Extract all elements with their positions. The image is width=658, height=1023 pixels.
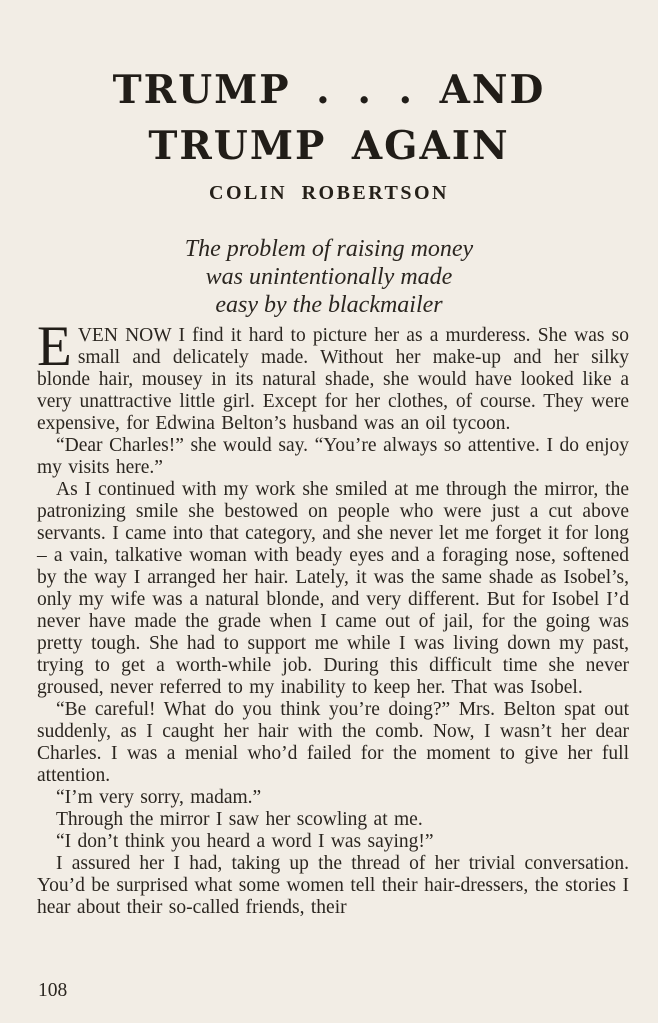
- paragraph-4: “Be careful! What do you think you’re doing?” Mrs. Belton spat out suddenly, as I caught her hair with the comb. Now, I wasn’t her dear Charles. I was a menial who’d failed for the moment to give her full attention.: [37, 699, 629, 786]
- paragraph-8: I assured her I had, taking up the thread of her trivial conversation. You’d be surprised what some women tell their hair-dressers, the stories I hear about their so-called friends, their: [37, 853, 629, 918]
- paragraph-1: [37, 315, 629, 435]
- paragraph-3: As I continued with my work she smiled at me through the mirror, the patronizing smile she bestowed on people who were just a cut above servants. I came into that category, and she never let me forget it for long – a vain, talkative woman with beady eyes and a foraging nose, softened by the way I arranged her hair. Lately, it was the same shade as Isobel’s, only my wife was a natural blonde, and very different. But for Isobel I’d never have made the grade when I came out of jail, for the going was pretty tough. She had to support me while I was living down my past, trying to get a worth-while job. During this difficult time she never groused, never referred to my inability to keep her. That was Isobel.: [37, 479, 629, 698]
- paragraph-2: “Dear Charles!” she would say. “You’re always so attentive. I do enjoy my visits here.”: [37, 435, 629, 478]
- paragraph-6: Through the mirror I saw her scowling at me.: [56, 809, 423, 830]
- tagline-line-2: was unintentionally made: [205, 264, 453, 290]
- tagline-line-3: easy by the blackmailer: [215, 292, 443, 318]
- drop-cap: E: [37, 315, 72, 378]
- paragraph-5: “I’m very sorry, madam.”: [56, 787, 262, 808]
- story-tagline: [0, 235, 658, 319]
- tagline-line-1: The problem of raising money: [184, 236, 474, 262]
- story-title: [0, 62, 658, 174]
- story-body: [37, 315, 629, 919]
- author-byline: COLIN ROBERTSON: [209, 182, 449, 204]
- paragraph-1-text: VEN NOW I find it hard to picture her as a murderess. She was so small and delicately made. Without her make-up and her silky blonde hair, mousey in its natural shade, she would have looked like a very unattractive little girl. Except for her clothes, of course. They were expensive, for Edwina Belton’s husband was an oil tycoon.: [37, 325, 629, 434]
- paragraph-7: “I don’t think you heard a word I was saying!”: [56, 831, 434, 852]
- story-title-line-2: TRUMP AGAIN: [148, 123, 510, 169]
- page-number: 108: [38, 980, 68, 1001]
- story-title-line-1: TRUMP . . . AND: [112, 67, 546, 113]
